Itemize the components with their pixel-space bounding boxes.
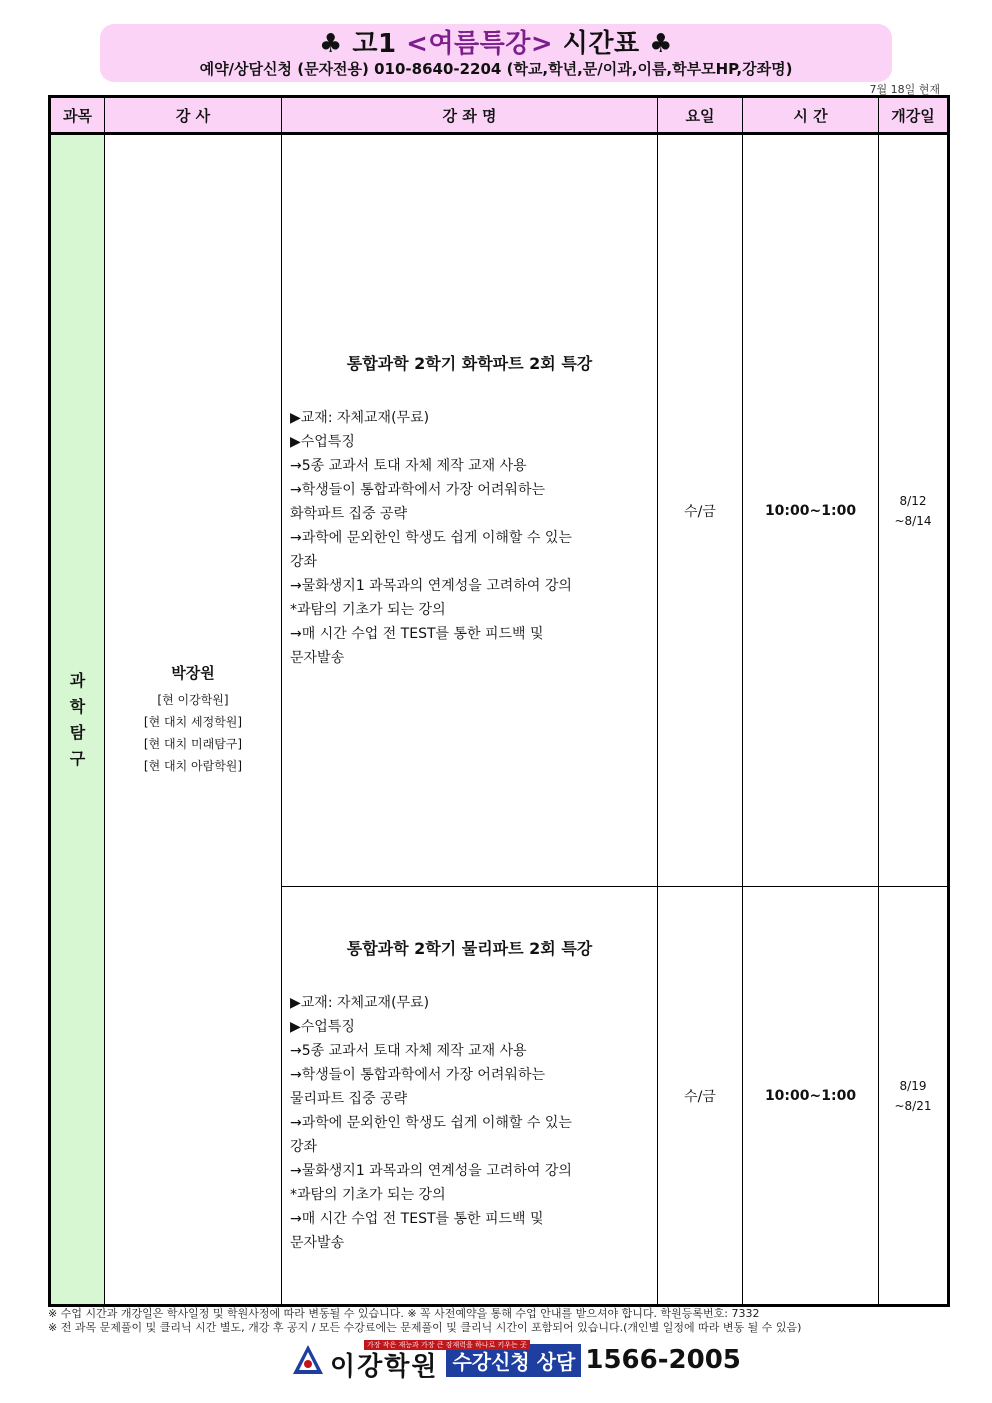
course-detail-line: 강좌 bbox=[290, 1139, 318, 1155]
academy-footer bbox=[290, 1340, 741, 1380]
course-detail-line: →5종 교과서 토대 자체 제작 교재 사용 bbox=[290, 458, 527, 474]
teacher-credential: [현 대치 미래탐구] bbox=[143, 737, 243, 751]
subject-label bbox=[51, 668, 104, 772]
consult-phone: 1566-2005 bbox=[585, 1345, 741, 1375]
course-detail-line: 물리파트 집중 공략 bbox=[290, 1091, 408, 1107]
course-detail-line: →5종 교과서 토대 자체 제작 교재 사용 bbox=[290, 1043, 527, 1059]
course-detail-line: 화학파트 집중 공략 bbox=[290, 506, 408, 522]
time-cell: 10:00~1:00 bbox=[743, 134, 879, 887]
footnote-line: ※ 전 과목 문제풀이 및 클리닉 시간 별도, 개강 후 공지 / 모든 수강료에는 문제풀이 및 클리닉 시간이 포함되어 있습니다.(개인별 일정에 따라 변동 될 수 있음) bbox=[48, 1321, 802, 1334]
start-date: 8/19 bbox=[899, 1078, 927, 1093]
day-cell: 수/금 bbox=[658, 134, 743, 887]
start-date-cell bbox=[879, 134, 949, 887]
subject-char: 학 bbox=[69, 696, 86, 716]
course-detail-line: →매 시간 수업 전 TEST를 통한 피드백 및 bbox=[290, 1211, 544, 1227]
start-date: 8/12 bbox=[899, 493, 927, 508]
end-date: ~8/14 bbox=[894, 513, 932, 528]
teacher-cell bbox=[105, 134, 282, 1306]
header-teacher: 강 사 bbox=[105, 97, 282, 134]
course-cell bbox=[282, 134, 658, 887]
teacher-credential: [현 이강학원] bbox=[157, 693, 229, 707]
as-of-date: 7월 18일 현재 bbox=[869, 83, 940, 96]
teacher-credential: [현 대치 세정학원] bbox=[143, 715, 243, 729]
header-course: 강 좌 명 bbox=[282, 97, 658, 134]
subject-char: 탐 bbox=[69, 722, 86, 742]
course-detail-line: *과탐의 기초가 되는 강의 bbox=[290, 602, 446, 618]
course-detail-line: →과학에 문외한인 학생도 쉽게 이해할 수 있는 bbox=[290, 530, 572, 546]
course-title: 통합과학 2학기 물리파트 2회 특강 bbox=[346, 939, 593, 958]
teacher-credential: [현 대치 아람학원] bbox=[143, 759, 243, 773]
header-subject: 과목 bbox=[50, 97, 105, 134]
title-suffix: 시간표 ♣ bbox=[553, 29, 673, 59]
course-detail-line: 문자발송 bbox=[290, 650, 345, 666]
day-cell: 수/금 bbox=[658, 887, 743, 1306]
page-title bbox=[100, 28, 892, 60]
footnote-line: ※ 수업 시간과 개강일은 학사일정 및 학원사정에 따라 변동될 수 있습니다. ※ 꼭 사전예약을 통해 수업 안내를 받으셔야 합니다. 학원등록번호: 7332 bbox=[48, 1307, 760, 1320]
course-detail-line: →매 시간 수업 전 TEST를 통한 피드백 및 bbox=[290, 626, 544, 642]
table-row bbox=[50, 134, 949, 887]
course-detail-line: →물화생지1 과목과의 연계성을 고려하여 강의 bbox=[290, 578, 572, 594]
course-cell bbox=[282, 887, 658, 1306]
course-detail-line: ▶수업특징 bbox=[290, 434, 355, 450]
subject-cell bbox=[50, 134, 105, 1306]
header-start-date: 개강일 bbox=[879, 97, 949, 134]
footnotes bbox=[48, 1307, 801, 1335]
title-highlight: <여름특강> bbox=[406, 29, 554, 59]
consult-badge: 수강신청 상담 bbox=[446, 1344, 581, 1377]
subject-char: 과 bbox=[69, 670, 86, 690]
course-detail-line: ▶교재: 자체교재(무료) bbox=[290, 995, 430, 1011]
course-detail-line: →과학에 문외한인 학생도 쉽게 이해할 수 있는 bbox=[290, 1115, 572, 1131]
title-banner bbox=[100, 24, 892, 82]
academy-name: 이강학원 bbox=[330, 1351, 439, 1382]
start-date-cell bbox=[879, 887, 949, 1306]
course-detail-line: ▶교재: 자체교재(무료) bbox=[290, 410, 430, 426]
header-day: 요일 bbox=[658, 97, 743, 134]
course-detail-line: →물화생지1 과목과의 연계성을 고려하여 강의 bbox=[290, 1163, 572, 1179]
academy-logo-icon bbox=[290, 1342, 326, 1378]
contact-subtitle: 예약/상담신청 (문자전용) 010-8640-2204 (학교,학년,문/이과,이름,학부모HP,강좌명) bbox=[199, 60, 793, 78]
course-detail-line: →학생들이 통합과학에서 가장 어려워하는 bbox=[290, 1067, 545, 1083]
schedule-table bbox=[48, 95, 950, 1307]
teacher-name: 박장원 bbox=[171, 664, 215, 682]
end-date: ~8/21 bbox=[894, 1098, 932, 1113]
title-prefix: ♣ 고1 bbox=[319, 29, 407, 59]
time-cell: 10:00~1:00 bbox=[743, 887, 879, 1306]
header-row bbox=[50, 97, 949, 134]
course-detail-line: 문자발송 bbox=[290, 1235, 345, 1251]
course-title: 통합과학 2학기 화학파트 2회 특강 bbox=[346, 354, 593, 373]
course-detail-line: 강좌 bbox=[290, 554, 318, 570]
subject-char: 구 bbox=[69, 748, 86, 768]
header-time: 시 간 bbox=[743, 97, 879, 134]
course-detail-line: →학생들이 통합과학에서 가장 어려워하는 bbox=[290, 482, 545, 498]
course-detail-line: *과탐의 기초가 되는 강의 bbox=[290, 1187, 446, 1203]
academy-tagline: 가장 작은 재능과 가장 큰 잠재력을 하나로 키우는 곳 bbox=[364, 1340, 530, 1350]
course-detail-line: ▶수업특징 bbox=[290, 1019, 355, 1035]
